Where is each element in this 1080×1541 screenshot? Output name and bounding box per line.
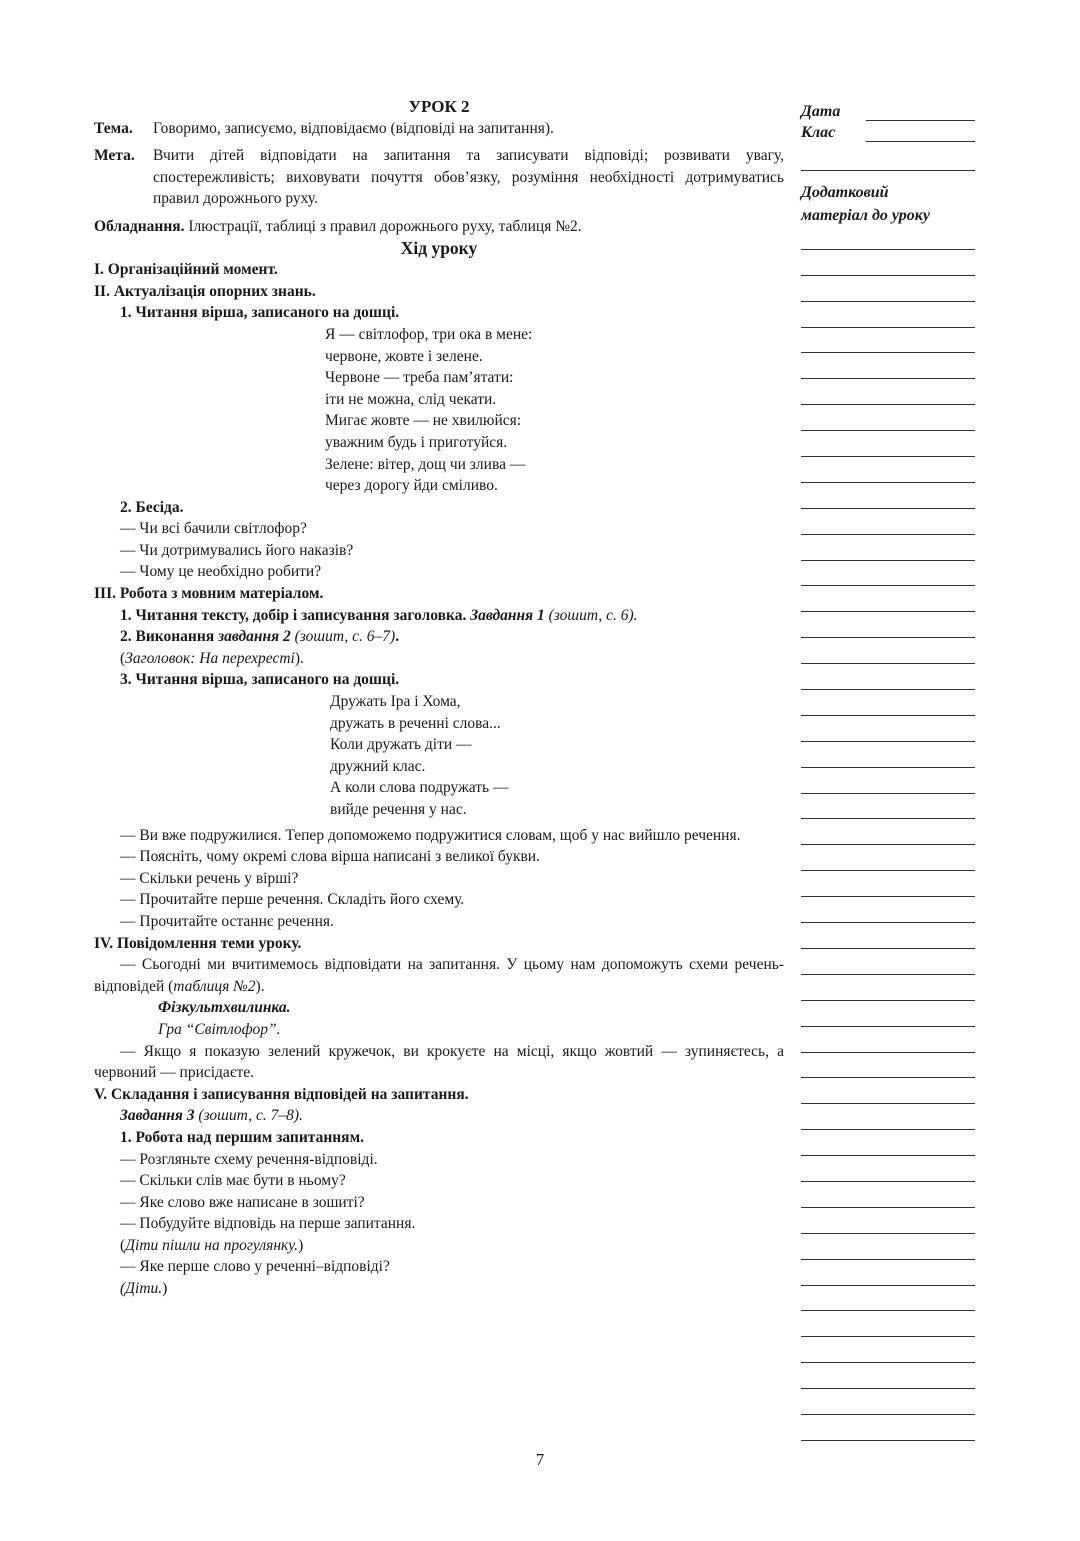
class-label: Клас xyxy=(801,124,836,141)
poem-line: дружний клас. xyxy=(330,757,426,775)
answer-open: ( xyxy=(120,1236,126,1254)
poem-line: Червоне — треба пам’ятати: xyxy=(325,369,514,387)
fiz-game: Гра “Світлофор”. xyxy=(158,1020,281,1038)
section-3-3: 3. Читання вірша, записаного на дошці. xyxy=(120,671,400,689)
question-line: — Яке слово вже написане в зошиті? xyxy=(120,1193,365,1211)
question-line: — Поясніть, чому окремі слова вірша написані з великої букви. xyxy=(120,848,540,866)
note-line xyxy=(801,276,975,302)
note-line xyxy=(801,1389,975,1415)
note-line xyxy=(801,1286,975,1312)
equipment-label: Обладнання. xyxy=(94,217,185,235)
note-line xyxy=(801,1156,975,1182)
poem-line: іти не можна, слід чекати. xyxy=(325,390,497,408)
friends-paragraph: — Ви вже подружилися. Тепер допоможемо подружитися словам, щоб у нас вийшло речення. xyxy=(120,826,741,844)
note-line xyxy=(801,1208,975,1234)
conversation-questions xyxy=(94,518,784,583)
section-4: IV. Повідомлення теми уроку. xyxy=(94,934,302,952)
section-2: ІІ. Актуалізація опорних знань. xyxy=(94,282,316,300)
note-line xyxy=(801,638,975,664)
poem-line: червоне, жовте і зелене. xyxy=(325,347,483,365)
question-line: — Яке перше слово у реченні–відповіді? xyxy=(120,1258,390,1276)
today-text: — Сьогодні ми вчитимемось відповідати на запитання. У цьому нам допоможуть схеми речень-відповідей ( xyxy=(94,956,784,995)
note-line xyxy=(801,224,975,250)
note-line xyxy=(801,768,975,794)
poem-line: А коли слова подружать — xyxy=(330,779,509,797)
note-line xyxy=(801,431,975,457)
note-line xyxy=(801,1311,975,1337)
poem-line: Коли дружать діти — xyxy=(330,736,472,754)
lesson-title: УРОК 2 xyxy=(408,97,470,116)
poem-line: Дружать Іра і Хома, xyxy=(330,693,461,711)
section-3-2 xyxy=(94,626,784,648)
poem-line: Мигає жовте — не хвилюйся: xyxy=(325,412,522,430)
answer-line xyxy=(120,1235,784,1257)
section-5-1: 1. Робота над першим запитанням. xyxy=(120,1128,364,1146)
note-line xyxy=(801,690,975,716)
fiz-title: Фізкультхвилинка. xyxy=(158,999,291,1017)
question-line: — Розгляньте схему речення-відповіді. xyxy=(120,1150,378,1168)
note-line xyxy=(801,509,975,535)
section-3-1-task: Завдання 1 xyxy=(466,606,545,624)
note-line xyxy=(801,405,975,431)
topic-block xyxy=(94,118,784,140)
equipment-line xyxy=(94,216,784,238)
lesson-plan xyxy=(94,96,784,1300)
question-line: — Чи дотримувались його наказів? xyxy=(120,541,354,559)
note-line xyxy=(801,302,975,328)
equipment-text: Ілюстрації, таблиці з правил дорожнього руху, таблиця №2. xyxy=(184,217,582,235)
page-number: 7 xyxy=(535,1450,545,1469)
note-line xyxy=(801,845,975,871)
section-3-2-note xyxy=(94,648,784,670)
note-line xyxy=(801,1001,975,1027)
note-line xyxy=(801,1027,975,1053)
poem-questions xyxy=(94,846,784,932)
today-paragraph xyxy=(94,954,784,997)
note-line xyxy=(801,923,975,949)
note-line xyxy=(801,1104,975,1130)
poem-line: Я — світлофор, три ока в мене: xyxy=(325,325,533,343)
section-5-task-ref: (зошит, с. 7–8). xyxy=(194,1107,303,1125)
section-3-2-bold: 2. Виконання xyxy=(120,628,219,646)
note-close: ). xyxy=(294,649,304,667)
note-line xyxy=(801,612,975,638)
notes-column xyxy=(801,100,975,1441)
header-rule xyxy=(801,142,975,171)
note-line xyxy=(801,664,975,690)
note-line xyxy=(801,897,975,923)
note-line xyxy=(801,716,975,742)
answer-text: Діти пішли на прогулянку. xyxy=(125,1236,299,1254)
answer-line xyxy=(120,1278,784,1300)
additional-line-2: матеріал до уроку xyxy=(801,207,930,224)
question-line: — Прочитайте перше речення. Складіть його схему. xyxy=(120,891,465,909)
note-line xyxy=(801,1415,975,1441)
additional-line-1: Додатковий xyxy=(801,184,889,201)
poem-friends xyxy=(94,691,784,821)
question-line: — Скільки речень у вірші? xyxy=(120,869,299,887)
note-line xyxy=(801,483,975,509)
answer-close: ) xyxy=(162,1280,168,1298)
note-lines xyxy=(801,224,975,1441)
section-5: V. Складання і записування відповідей на запитання. xyxy=(94,1085,469,1103)
question-line: — Чи всі бачили світлофор? xyxy=(120,520,307,538)
section-3-2-ref: (зошит, с. 6–7) xyxy=(290,628,396,646)
note-line xyxy=(801,1234,975,1260)
answer-text: (Діти. xyxy=(120,1280,163,1298)
section-3-2-end: . xyxy=(395,628,400,646)
additional-material-heading xyxy=(801,181,975,227)
today-table: таблиця №2 xyxy=(173,977,256,995)
note-line xyxy=(801,949,975,975)
circle-paragraph: — Якщо я показую зелений кружечок, ви крокуєте на місці, якщо жовтий — зупиняєтесь, а червоний — присідаєте. xyxy=(94,1042,784,1082)
question-line: — Прочитайте останнє речення. xyxy=(120,912,334,930)
poem-line: вийде речення у нас. xyxy=(330,801,467,818)
poem-traffic-light xyxy=(94,324,784,497)
topic-label: Тема. xyxy=(94,119,133,137)
poem-line: Зелене: вітер, дощ чи злива — xyxy=(325,455,526,473)
note-line xyxy=(801,1078,975,1104)
note-line xyxy=(801,1182,975,1208)
section-3-1-bold: 1. Читання тексту, добір і записування заголовка. xyxy=(120,606,467,624)
note-line xyxy=(801,1053,975,1079)
note-line xyxy=(801,586,975,612)
goal-block xyxy=(94,145,784,210)
section-5-task-name: Завдання 3 xyxy=(120,1107,195,1125)
class-row xyxy=(801,121,975,142)
first-question-steps xyxy=(94,1149,784,1300)
today-end: ). xyxy=(255,977,265,995)
question-line: — Побудуйте відповідь на перше запитання. xyxy=(120,1215,416,1233)
section-3-2-task: завдання 2 xyxy=(218,628,291,646)
poem-line: уважним будь і приготуйся. xyxy=(325,433,508,451)
note-line xyxy=(801,535,975,561)
section-3-1 xyxy=(94,605,784,627)
question-line: — Скільки слів має бути в ньому? xyxy=(120,1172,346,1190)
note-line xyxy=(801,328,975,354)
note-title: Заголовок: На перехресті xyxy=(125,649,295,667)
goal-text: Вчити дітей відповідати на запитання та записувати відповіді; розвивати увагу, спостережливість; виховувати почуття обов’язку, розуміння необхідності дотримуватись правил дорожнього руху. xyxy=(153,147,784,208)
date-label: Дата xyxy=(801,103,841,120)
note-line xyxy=(801,379,975,405)
date-row xyxy=(801,100,975,121)
note-line xyxy=(801,871,975,897)
note-line xyxy=(801,561,975,587)
poem-line: дружать в реченні слова... xyxy=(330,714,501,732)
section-3: ІІІ. Робота з мовним матеріалом. xyxy=(94,585,324,603)
note-line xyxy=(801,794,975,820)
note-line xyxy=(801,457,975,483)
question-line: — Чому це необхідно робити? xyxy=(120,563,322,581)
date-blank xyxy=(866,107,975,121)
note-line xyxy=(801,819,975,845)
section-1: І. Організаційний момент. xyxy=(94,261,278,279)
note-line xyxy=(801,1260,975,1286)
answer-close: ) xyxy=(298,1236,304,1254)
note-line xyxy=(801,742,975,768)
note-open: ( xyxy=(120,649,126,667)
section-2-1: 1. Читання вірша, записаного на дошці. xyxy=(120,304,400,322)
note-line xyxy=(801,250,975,276)
section-3-1-ref: (зошит, с. 6). xyxy=(544,606,638,624)
section-2-2: 2. Бесіда. xyxy=(120,498,184,516)
course-heading: Хід уроку xyxy=(400,237,478,258)
topic-text: Говоримо, записуємо, відповідаємо (відповіді на запитання). xyxy=(153,119,554,137)
note-line xyxy=(801,1130,975,1156)
class-blank xyxy=(866,128,975,142)
note-line xyxy=(801,975,975,1001)
note-line xyxy=(801,1363,975,1389)
poem-line: через дорогу йди сміливо. xyxy=(325,477,498,495)
note-line xyxy=(801,353,975,379)
goal-label: Мета. xyxy=(94,147,135,165)
section-5-task xyxy=(94,1105,784,1127)
note-line xyxy=(801,1337,975,1363)
